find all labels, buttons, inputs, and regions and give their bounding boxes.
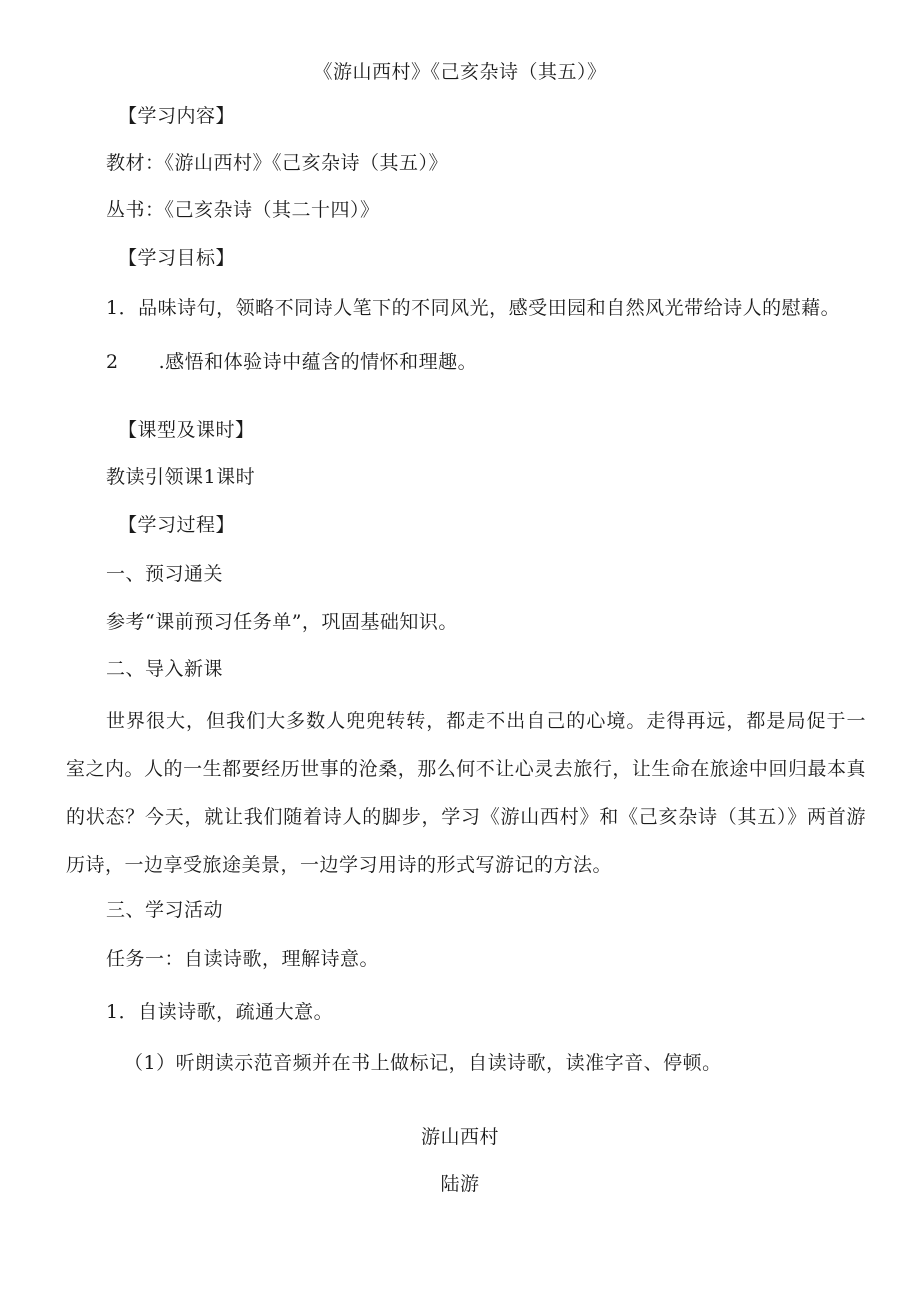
task-1-heading: 任务一：自读诗歌，理解诗意。 <box>106 948 380 970</box>
content-heading: 【学习内容】 <box>118 105 236 127</box>
section-3-heading: 三、学习活动 <box>106 899 224 921</box>
step-1-sub: （1）听朗读示范音频并在书上做标记，自读诗歌，读准字音、停顿。 <box>124 1052 722 1074</box>
section-1-heading: 一、预习通关 <box>106 563 224 585</box>
type-heading: 【课型及课时】 <box>118 419 255 441</box>
intro-paragraph: 世界很大，但我们大多数人兜兜转转，都走不出自己的心境。走得再远，都是局促于一室之内。人的一生都要经历世事的沧桑，那么何不让心灵去旅行，让生命在旅途中回归最本真的状态？今天，就让我们随着诗人的脚步，学习《游山西村》和《己亥杂诗（其五）》两首游历诗，一边享受旅途美景，一边学习用诗的形式写游记的方法。 <box>66 710 866 876</box>
goals-heading: 【学习目标】 <box>118 247 236 269</box>
document-title: 《游山西村》《己亥杂诗（其五）》 <box>313 61 607 83</box>
poem-author: 陆游 <box>440 1173 480 1195</box>
series-line: 丛书：《己亥杂诗（其二十四）》 <box>106 199 380 221</box>
textbook-line: 教材：《游山西村》《己亥杂诗（其五）》 <box>106 152 449 174</box>
goal-item-2 <box>106 350 477 374</box>
section-1-text: 参考“课前预习任务单”，巩固基础知识。 <box>106 611 458 633</box>
step-1: 1．自读诗歌，疏通大意。 <box>106 1001 334 1023</box>
goal-item-2-text: .感悟和体验诗中蕴含的情怀和理趣。 <box>158 351 478 373</box>
goal-item-2-number: 2 <box>106 351 119 373</box>
section-2-heading: 二、导入新课 <box>106 658 224 680</box>
goal-item-1: 1．品味诗句，领略不同诗人笔下的不同风光，感受田园和自然风光带给诗人的慰藉。 <box>106 297 841 319</box>
type-text: 教读引领课1课时 <box>106 466 256 488</box>
process-heading: 【学习过程】 <box>118 514 236 536</box>
poem-title: 游山西村 <box>420 1126 499 1148</box>
